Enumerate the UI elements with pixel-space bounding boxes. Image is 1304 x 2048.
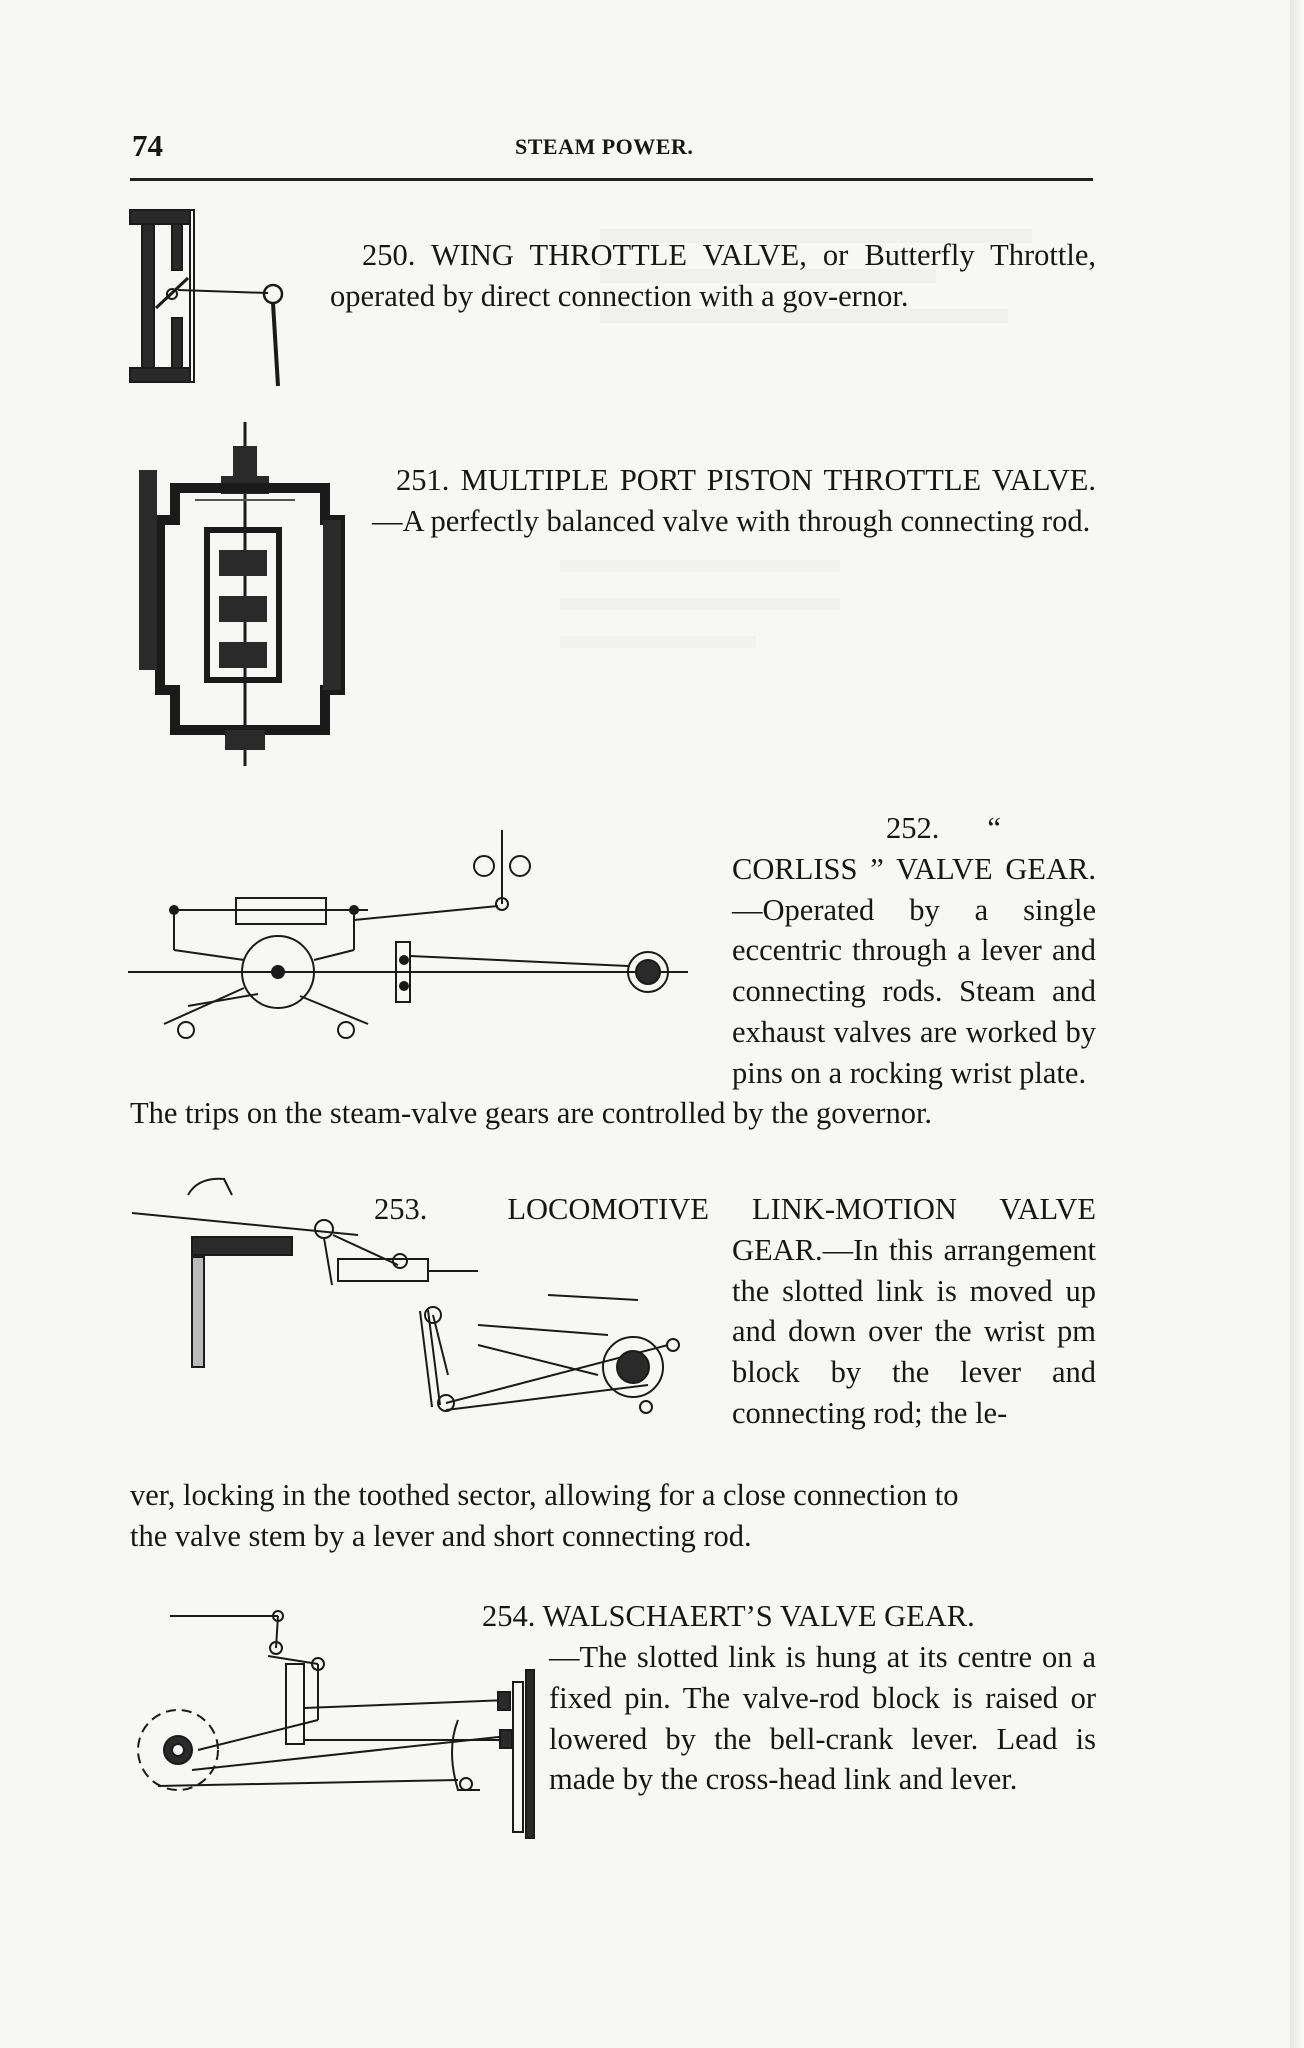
entry-252-text (732, 808, 1096, 1094)
entry-254-title (482, 1596, 1096, 1637)
entry-254-number: 254. (482, 1599, 536, 1633)
entry-252-continuation: The trips on the steam-valve gears are controlled by the governor. (130, 1096, 933, 1130)
header-rule (130, 178, 1093, 181)
entry-251-number: 251. (396, 463, 450, 497)
entry-251-body: MULTIPLE PORT PISTON THROTTLE VALVE.—A perfectly balanced valve with through connecting rod. (372, 463, 1096, 538)
entry-253-text (374, 1189, 1096, 1434)
bleed-through-text (560, 540, 840, 690)
wing-throttle-valve-figure (128, 208, 288, 390)
entry-253-body: LOCOMOTIVE LINK-MOTION VALVE GEAR.—In this arrangement the slotted link is moved up and down over the wrist pm block by the lever and connecting rod; the le- (507, 1192, 1096, 1430)
corliss-valve-gear-figure (128, 810, 688, 1060)
entry-254-title-text: WALSCHAERT’S VALVE GEAR. (542, 1599, 975, 1633)
entry-253-continuation-2: the valve stem by a lever and short connecting rod. (130, 1519, 752, 1553)
entry-254-text: —The slotted link is hung at its centre on a fixed pin. The valve-rod block is raised or lowered by the bell-crank lever. Lead is made by the cross-head link and lever. (549, 1640, 1096, 1797)
entry-250-text (330, 235, 1096, 317)
entry-250-body: WING THROTTLE VALVE, or Butterfly Throttle, operated by direct connection with a gov-ernor. (330, 238, 1096, 313)
entry-252-number: 252. (886, 811, 940, 845)
entry-252-body: “ CORLISS ” VALVE GEAR.—Operated by a single eccentric through a lever and connecting rods. Steam and exhaust valves are worked by pins on a rocking wrist plate. (732, 811, 1096, 1090)
entry-250-number: 250. (362, 238, 416, 272)
page-edge (1290, 0, 1304, 2048)
page-number: 74 (132, 128, 163, 163)
entry-253-continuation-1: ver, locking in the toothed sector, allowing for a close connection to (130, 1478, 959, 1512)
entry-251-text (372, 460, 1096, 542)
piston-throttle-valve-figure (135, 420, 345, 768)
entry-253-number: 253. (374, 1192, 428, 1226)
running-title: STEAM POWER. (515, 134, 694, 159)
